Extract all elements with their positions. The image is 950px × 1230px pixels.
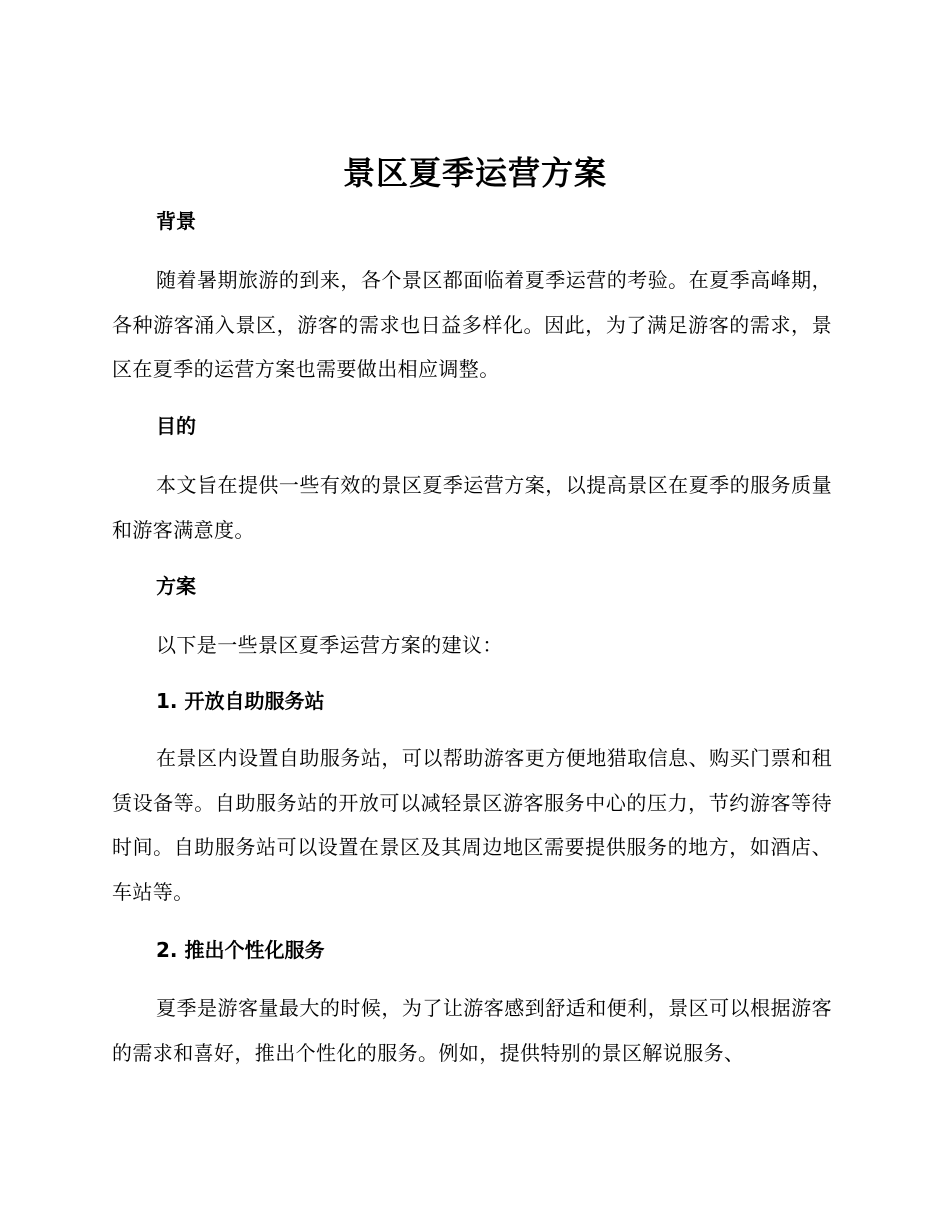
section-paragraph-plan: 以下是一些景区夏季运营方案的建议： <box>156 633 503 657</box>
section-paragraph-self-service: 在景区内设置自助服务站，可以帮助游客更方便地猎取信息、购买门票和租赁设备等。自助服务站的开放可以减轻景区游客服务中心的压力，节约游客等待时间。自助服务站可以设置在景区及其周边地区需要提供服务的地方，如酒店、车站等。 <box>112 746 832 904</box>
section-heading-plan: 方案 <box>156 574 196 598</box>
section-heading-background: 背景 <box>156 209 196 233</box>
section-heading-personalized: 2. 推出个性化服务 <box>156 938 325 962</box>
section-paragraph-purpose: 本文旨在提供一些有效的景区夏季运营方案，以提高景区在夏季的服务质量和游客满意度。 <box>112 473 832 542</box>
section-heading-purpose: 目的 <box>156 414 196 438</box>
section-paragraph-personalized: 夏季是游客量最大的时候，为了让游客感到舒适和便利，景区可以根据游客的需求和喜好，推出个性化的服务。例如，提供特别的景区解说服务、 <box>112 996 832 1065</box>
section-paragraph-background: 随着暑期旅游的到来，各个景区都面临着夏季运营的考验。在夏季高峰期，各种游客涌入景区，游客的需求也日益多样化。因此，为了满足游客的需求，景区在夏季的运营方案也需要做出相应调整。 <box>112 268 832 381</box>
document-title: 景区夏季运营方案 <box>342 154 607 192</box>
section-heading-self-service: 1. 开放自助服务站 <box>156 689 325 713</box>
